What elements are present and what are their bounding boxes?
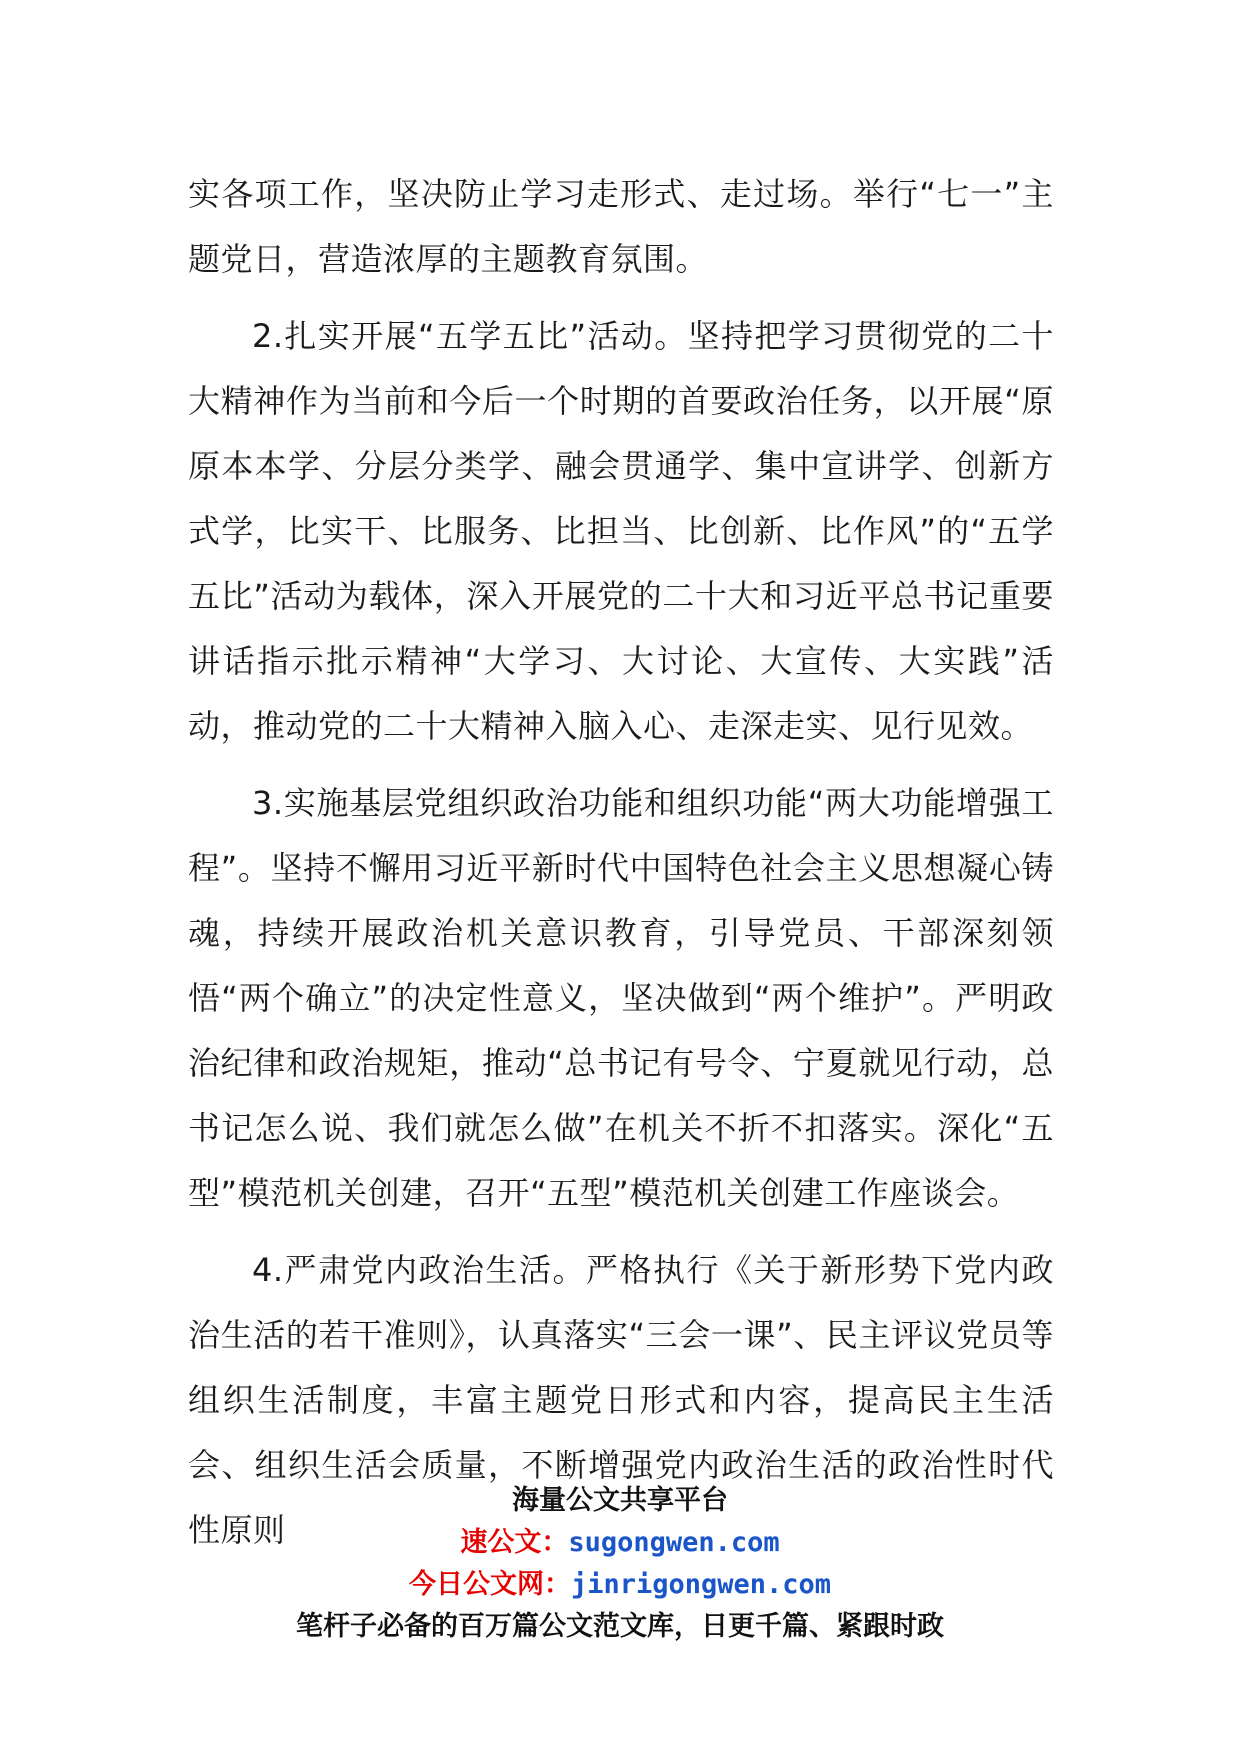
footer-slogan: 笔杆子必备的百万篇公文范文库，日更千篇、紧跟时政 [296,1611,944,1642]
paragraph-item-3: 3.实施基层党组织政治功能和组织功能“两大功能增强工程”。坚持不懈用习近平新时代中国特色社会主义思想凝心铸魂，持续开展政治机关意识教育，引导党员、干部深刻领悟“两个确立”的决定性意义，坚决做到“两个维护”。严明政治纪律和政治规矩，推动“总书记有号令、宁夏就见行动，总书记怎么说、我们就怎么做”在机关不折不扣落实。深化“五型”模范机关创建，召开“五型”模范机关创建工作座谈会。 [188,784,1054,1212]
paragraph-continuation: 实各项工作，坚决防止学习走形式、走过场。举行“七一”主题党日，营造浓厚的主题教育氛围。 [188,175,1054,278]
paragraph-item-4: 4.严肃党内政治生活。严格执行《关于新形势下党内政治生活的若干准则》，认真落实“三会一课”、民主评议党员等组织生活制度，丰富主题党日形式和内容，提高民主生活会、组织生活会质量，不断增强党内政治生活的政治性时代性原则 [188,1251,1054,1549]
footer-site-2 [0,1564,1240,1606]
footer-platform-title: 海量公文共享平台 [512,1485,728,1516]
footer-site-1-label: 速公文： [460,1527,569,1558]
footer-site-1-url[interactable]: sugongwen.com [568,1527,780,1558]
paragraph-item-2: 2.扎实开展“五学五比”活动。坚持把学习贯彻党的二十大精神作为当前和今后一个时期的首要政治任务，以开展“原原本本学、分层分类学、融会贯通学、集中宣讲学、创新方式学，比实干、比服务、比担当、比创新、比作风”的“五学五比”活动为载体，深入开展党的二十大和习近平总书记重要讲话指示批示精神“大学习、大讨论、大宣传、大实践”活动，推动党的二十大精神入脑入心、走深走实、见行见效。 [188,317,1054,745]
footer-site-1 [0,1522,1240,1564]
watermark-footer [0,1480,1240,1648]
document-body [188,162,1054,1575]
footer-site-2-url[interactable]: jinrigongwen.com [570,1569,832,1600]
footer-site-2-label: 今日公文网： [408,1569,571,1600]
